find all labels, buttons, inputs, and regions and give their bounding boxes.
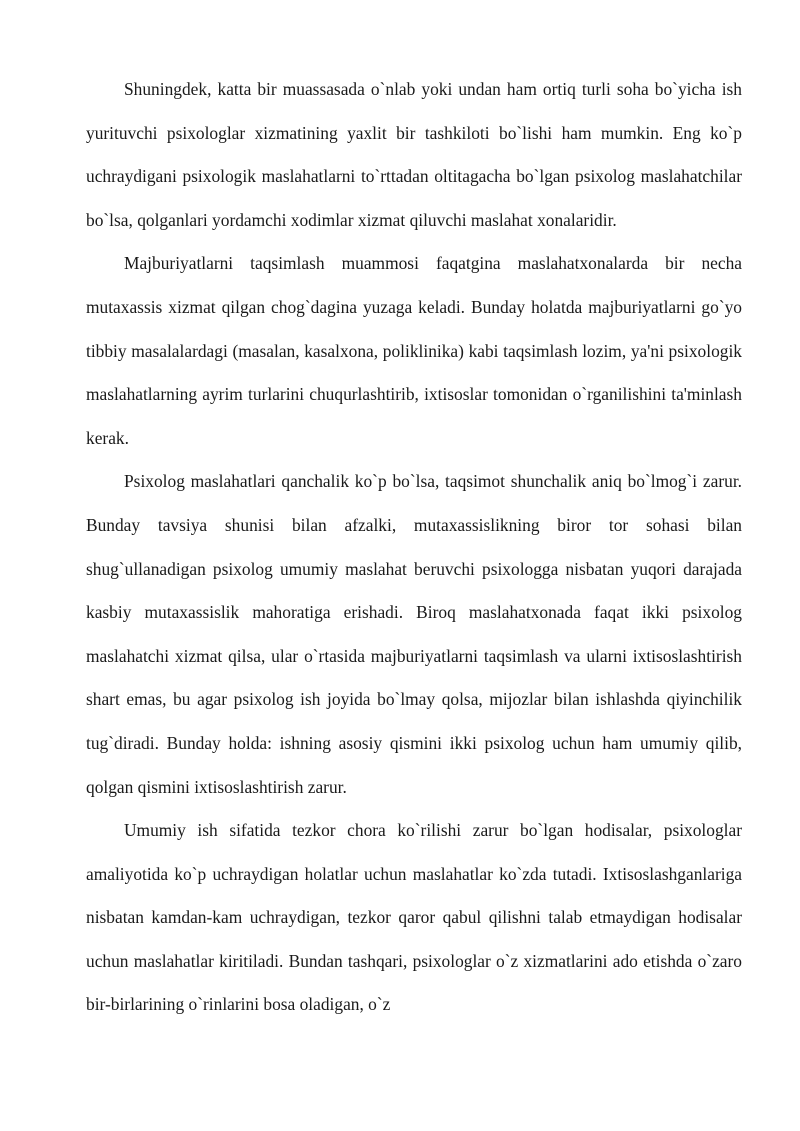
paragraph-3: Psixolog maslahatlari qanchalik ko`p bo`lsa, taqsimot shunchalik aniq bo`lmog`i zarur. Bunday tavsiya shunisi bilan afzalki, mutaxassislikning biror tor sohasi bilan shug`ullanadigan psixolog umumiy maslahat beruvchi psixologga nisbatan yuqori darajada kasbiy mutaxassislik mahoratiga erishadi. Biroq maslahatxonada faqat ikki psixolog maslahatchi xizmat qilsa, ular o`rtasida majburiyatlarni taqsimlash va ularni ixtisoslashtirish shart emas, bu agar psixolog ish joyida bo`lmay qolsa, mijozlar bilan ishlashda qiyinchilik tug`diradi. Bunday holda: ishning asosiy qismini ikki psixolog uchun ham umumiy qilib, qolgan qismini ixtisoslashtirish zarur. — [86, 471, 742, 797]
paragraph-1: Shuningdek, katta bir muassasada o`nlab yoki undan ham ortiq turli soha bo`yicha ish yurituvchi psixologlar xizmatining yaxlit bir tashkiloti bo`lishi ham mumkin. Eng ko`p uchraydigani psixologik maslahatlarni to`rttadan oltitagacha bo`lgan psixolog maslahatchilar bo`lsa, qolganlari yordamchi xodimlar xizmat qiluvchi maslahat xonalaridir. — [86, 79, 742, 230]
paragraph-4: Umumiy ish sifatida tezkor chora ko`rilishi zarur bo`lgan hodisalar, psixologlar amaliyotida ko`p uchraydigan holatlar uchun maslahatlar ko`zda tutadi. Ixtisoslashganlariga nisbatan kamdan-kam uchraydigan, tezkor qaror qabul qilishni talab etmaydigan hodisalar uchun maslahatlar kiritiladi. Bundan tashqari, psixologlar o`z xizmatlarini ado etishda o`zaro bir-birlarining o`rinlarini bosa oladigan, o`z — [86, 820, 742, 1015]
document-page — [86, 68, 742, 1027]
paragraph-2: Majburiyatlarni taqsimlash muammosi faqatgina maslahatxonalarda bir necha mutaxassis xizmat qilgan chog`dagina yuzaga keladi. Bunday holatda majburiyatlarni go`yo tibbiy masalalardagi (masalan, kasalxona, poliklinika) kabi taqsimlash lozim, ya'ni psixologik maslahatlarning ayrim turlarini chuqurlashtirib, ixtisoslar tomonidan o`rganilishini ta'minlash kerak. — [86, 253, 742, 448]
